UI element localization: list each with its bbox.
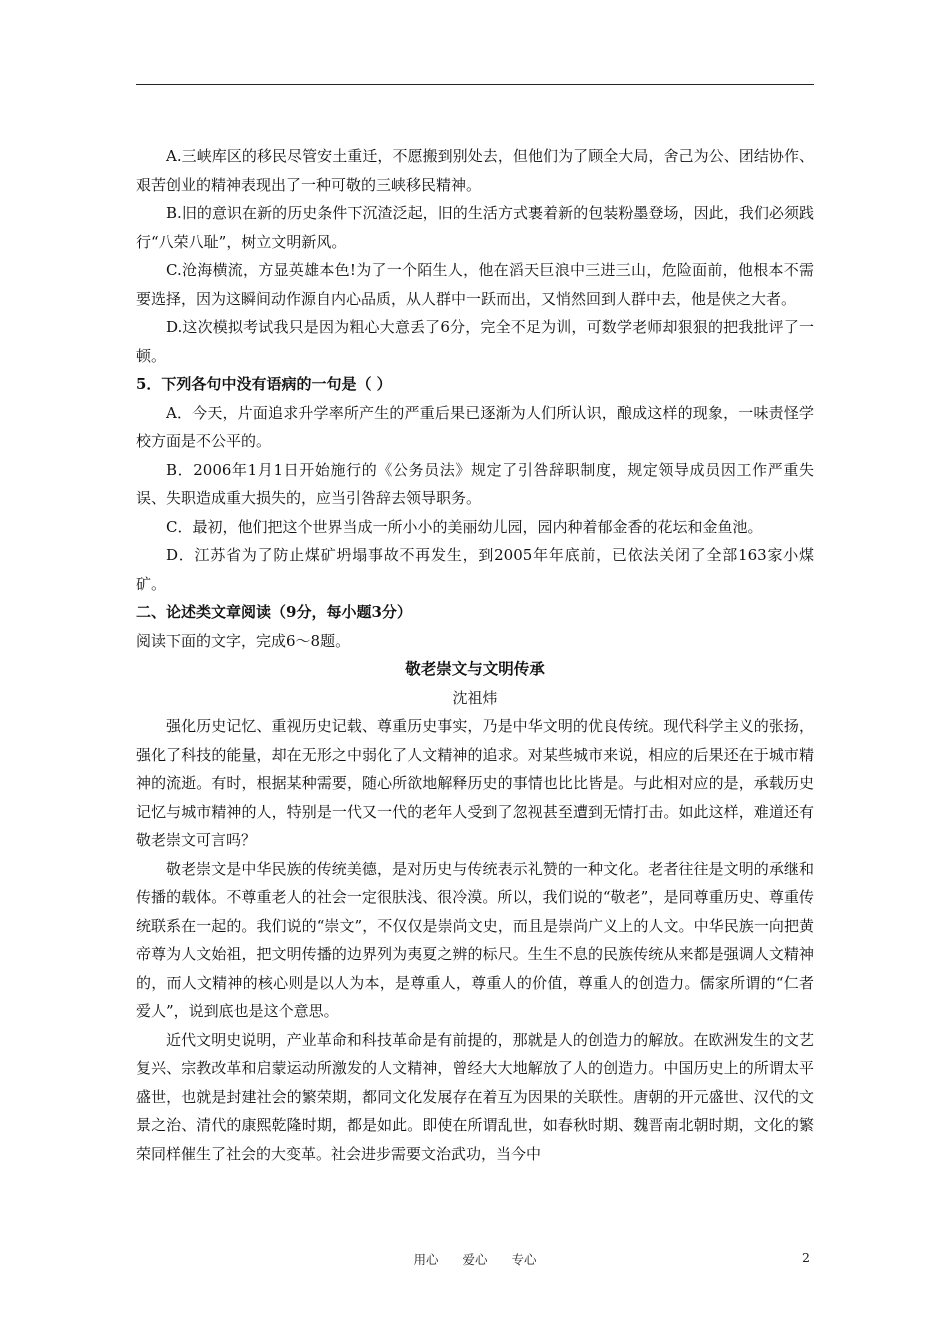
option-5a: A．今天，片面追求升学率所产生的严重后果已逐渐为人们所认识，酿成这样的现象，一味责怪学校方面是不公平的。 xyxy=(136,403,814,450)
page-body xyxy=(136,142,814,1168)
article-paragraph: 强化历史记忆、重视历史记载、尊重历史事实，乃是中华文明的优良传统。现代科学主义的张扬，强化了科技的能量，却在无形之中弱化了人文精神的追求。对某些城市来说，相应的后果还在于城市精神的流逝。有时，根据某种需要，随心所欲地解释历史的事情也比比皆是。与此相对应的是，承载历史记忆与城市精神的人，特别是一代又一代的老年人受到了忽视甚至遭到无情打击。如此这样，难道还有敬老崇文可言吗？ xyxy=(136,717,814,849)
option-5b: B．2006年1月1日开始施行的《公务员法》规定了引咎辞职制度，规定领导成员因工作严重失误、失职造成重大损失的，应当引咎辞去领导职务。 xyxy=(136,460,814,507)
article-paragraph: 敬老崇文是中华民族的传统美德，是对历史与传统表示礼赞的一种文化。老者往往是文明的承继和传播的载体。不尊重老人的社会一定很肤浅、很冷漠。所以，我们说的“敬老”，是同尊重历史、尊重传统联系在一起的。我们说的“崇文”，不仅仅是崇尚文史，而且是崇尚广义上的人文。中华民族一向把黄帝尊为人文始祖，把文明传播的边界列为夷夏之辨的标尺。生生不息的民族传统从来都是强调人文精神的，而人文精神的核心则是以人为本，是尊重人，尊重人的价值，尊重人的创造力。儒家所谓的“仁者爱人”，说到底也是这个意思。 xyxy=(136,859,814,1020)
option-5c: C．最初，他们把这个世界当成一所小小的美丽幼儿园，园内种着郁金香的花坛和金鱼池。 xyxy=(166,517,763,536)
footer-word: 爱心 xyxy=(462,1252,488,1267)
footer-word: 专心 xyxy=(511,1252,537,1267)
section-instruction: 阅读下面的文字，完成6～8题。 xyxy=(136,631,351,650)
question-5: 5．下列各句中没有语病的一句是（ ） xyxy=(136,375,392,393)
article-title: 敬老崇文与文明传承 xyxy=(405,659,545,678)
option-4b: B.旧的意识在新的历史条件下沉渣泛起，旧的生活方式裹着新的包装粉墨登场，因此，我们必须践行“八荣八耻”，树立文明新风。 xyxy=(136,204,814,251)
page-number: 2 xyxy=(802,1250,810,1265)
option-4a: A.三峡库区的移民尽管安土重迁，不愿搬到别处去，但他们为了顾全大局，舍己为公、团结协作、艰苦创业的精神表现出了一种可敬的三峡移民精神。 xyxy=(136,147,814,194)
section-heading: 二、论述类文章阅读（9分，每小题3分） xyxy=(136,603,412,621)
header-rule xyxy=(136,84,814,85)
page-footer xyxy=(0,1250,950,1270)
article-author: 沈祖炜 xyxy=(452,688,498,707)
option-4c: C.沧海横流，方显英雄本色!为了一个陌生人，他在滔天巨浪中三进三山，危险面前，他根本不需要选择，因为这瞬间动作源自内心品质，从人群中一跃而出，又悄然回到人群中去，他是侠之大者。 xyxy=(136,261,814,308)
option-4d: D.这次模拟考试我只是因为粗心大意丢了6分，完全不足为训，可数学老师却狠狠的把我批评了一顿。 xyxy=(136,318,814,365)
footer-word: 用心 xyxy=(413,1252,439,1267)
option-5d: D．江苏省为了防止煤矿坍塌事故不再发生，到2005年年底前，已依法关闭了全部163家小煤矿。 xyxy=(136,546,814,593)
article-paragraph: 近代文明史说明，产业革命和科技革命是有前提的，那就是人的创造力的解放。在欧洲发生的文艺复兴、宗教改革和启蒙运动所激发的人文精神，曾经大大地解放了人的创造力。中国历史上的所谓太平盛世，也就是封建社会的繁荣期，都同文化发展存在着互为因果的关联性。唐朝的开元盛世、汉代的文景之治、清代的康熙乾隆时期，都是如此。即使在所谓乱世，如春秋时期、魏晋南北朝时期，文化的繁荣同样催生了社会的大变革。社会进步需要文治武功，当今中 xyxy=(136,1030,814,1163)
